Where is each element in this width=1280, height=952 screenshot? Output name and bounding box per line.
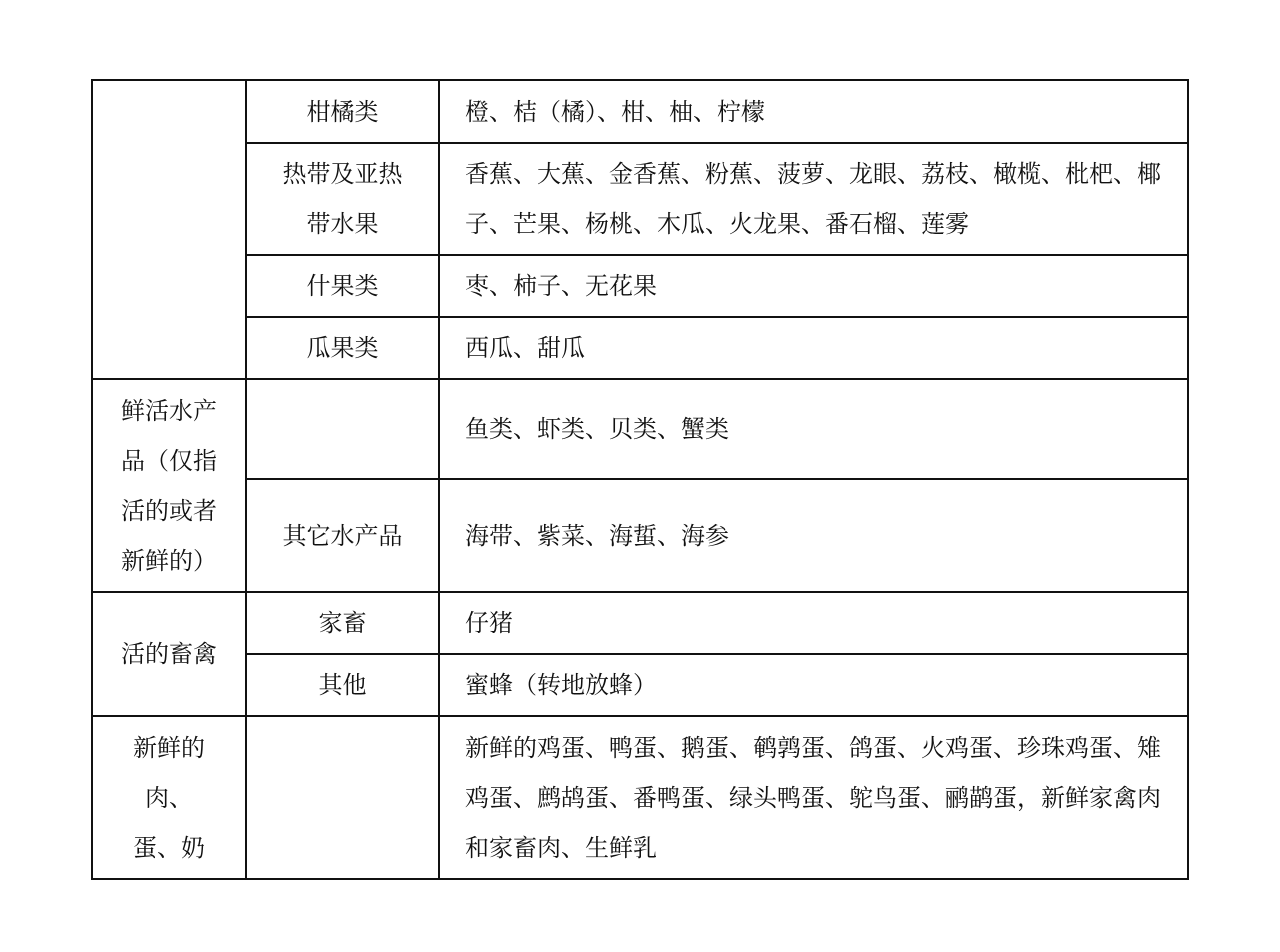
items-cell: 仔猪 — [439, 592, 1188, 654]
subcategory-cell: 其它水产品 — [246, 479, 439, 592]
category-cell-livestock: 活的畜禽 — [92, 592, 246, 716]
category-cell-fruit — [92, 80, 246, 379]
subcategory-cell: 家畜 — [246, 592, 439, 654]
table-row — [92, 592, 1188, 654]
category-cell-meat-eggs-milk: 新鲜的肉、蛋、奶 — [92, 716, 246, 879]
subcategory-cell: 热带及亚热带水果 — [246, 143, 439, 255]
subcategory-cell: 瓜果类 — [246, 317, 439, 379]
table-row — [92, 255, 1188, 317]
subcategory-cell — [246, 379, 439, 479]
items-cell: 蜜蜂（转地放蜂） — [439, 654, 1188, 716]
table-row — [92, 654, 1188, 716]
items-cell: 橙、桔（橘）、柑、柚、柠檬 — [439, 80, 1188, 143]
items-cell: 新鲜的鸡蛋、鸭蛋、鹅蛋、鹌鹑蛋、鸽蛋、火鸡蛋、珍珠鸡蛋、雉鸡蛋、鹧鸪蛋、番鸭蛋、绿头鸭蛋、鸵鸟蛋、鹂鹋蛋，新鲜家禽肉和家畜肉、生鲜乳 — [439, 716, 1188, 879]
subcategory-cell: 柑橘类 — [246, 80, 439, 143]
produce-category-table — [91, 79, 1189, 880]
items-cell: 西瓜、甜瓜 — [439, 317, 1188, 379]
items-cell: 海带、紫菜、海蜇、海参 — [439, 479, 1188, 592]
table-row — [92, 479, 1188, 592]
items-cell: 鱼类、虾类、贝类、蟹类 — [439, 379, 1188, 479]
table-row — [92, 80, 1188, 143]
table-row — [92, 716, 1188, 879]
items-cell: 香蕉、大蕉、金香蕉、粉蕉、菠萝、龙眼、荔枝、橄榄、枇杷、椰子、芒果、杨桃、木瓜、火龙果、番石榴、莲雾 — [439, 143, 1188, 255]
category-cell-aquatic: 鲜活水产品（仅指活的或者新鲜的） — [92, 379, 246, 592]
table-row — [92, 143, 1188, 255]
items-cell: 枣、柿子、无花果 — [439, 255, 1188, 317]
table-row — [92, 379, 1188, 479]
table-row — [92, 317, 1188, 379]
subcategory-cell: 什果类 — [246, 255, 439, 317]
subcategory-cell — [246, 716, 439, 879]
subcategory-cell: 其他 — [246, 654, 439, 716]
